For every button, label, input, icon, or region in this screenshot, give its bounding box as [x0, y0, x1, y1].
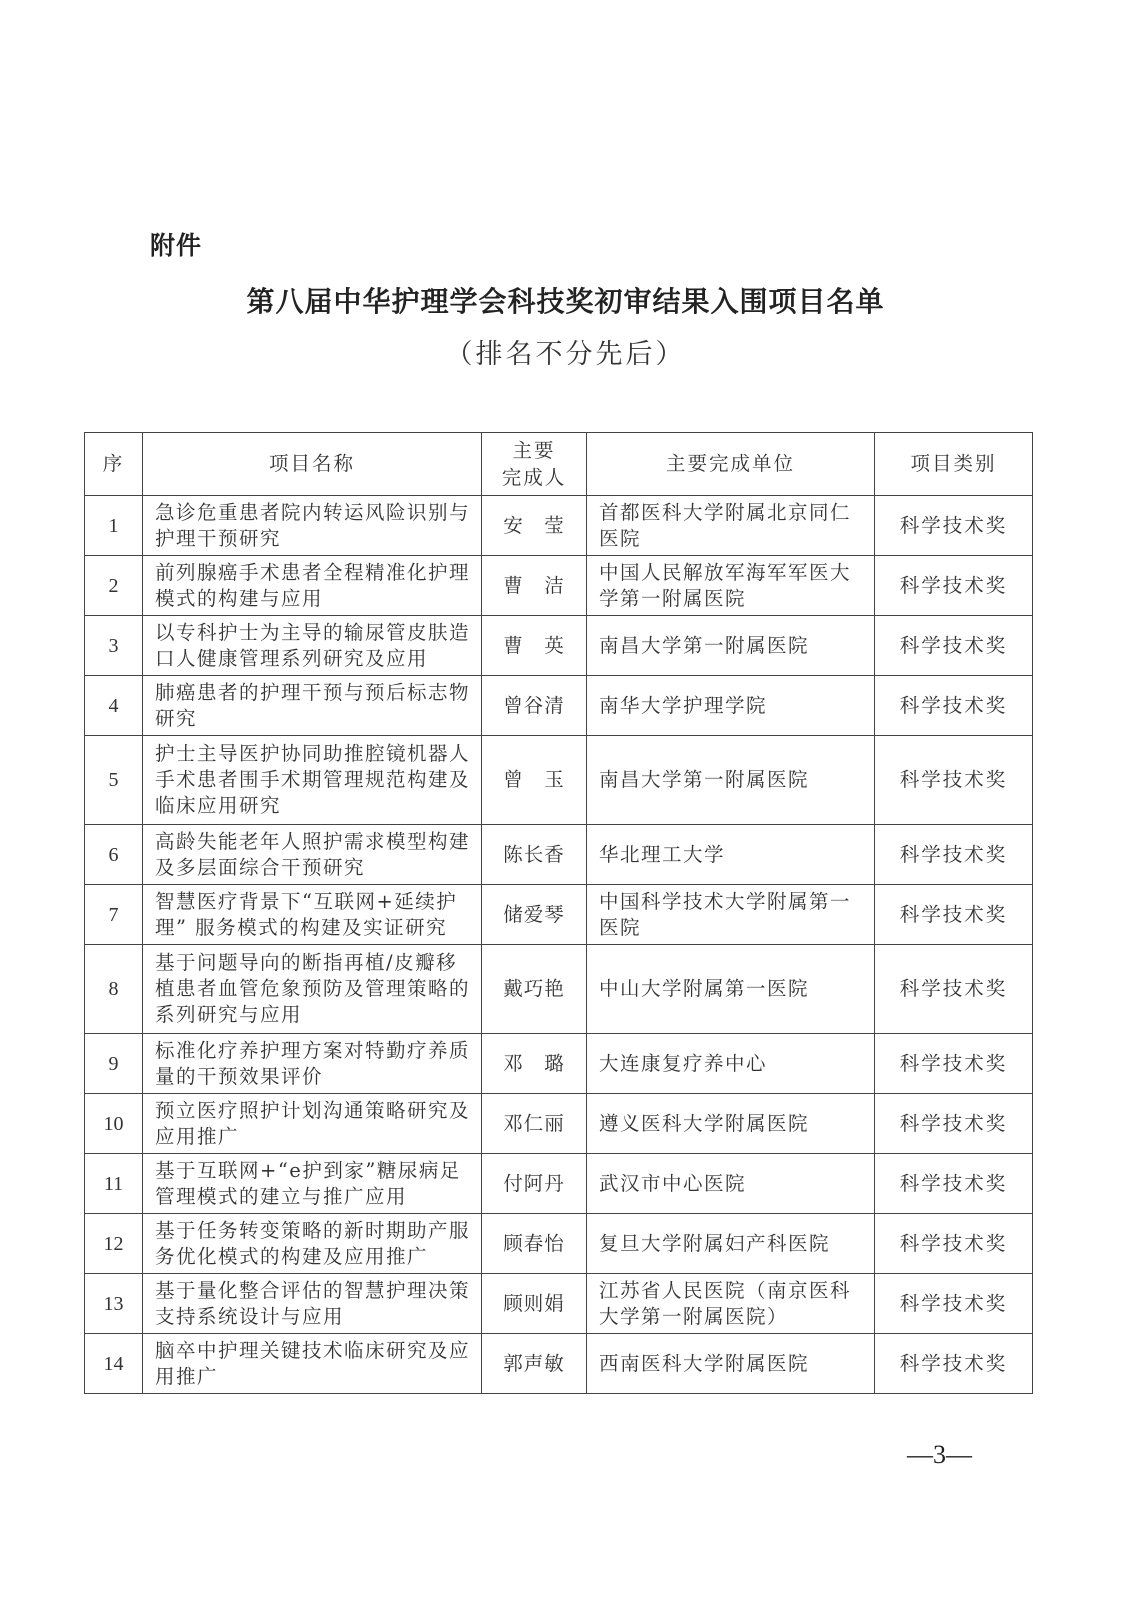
row-category: 科学技术奖 [875, 556, 1033, 616]
row-category: 科学技术奖 [875, 676, 1033, 736]
row-index: 7 [85, 885, 143, 945]
row-category: 科学技术奖 [875, 1034, 1033, 1094]
row-index: 13 [85, 1274, 143, 1334]
row-index: 11 [85, 1154, 143, 1214]
table-row [85, 1214, 1033, 1274]
row-index: 14 [85, 1334, 143, 1394]
row-index: 6 [85, 825, 143, 885]
table-row [85, 1094, 1033, 1154]
attachment-label: 附件 [150, 231, 203, 260]
page-number: —3— [907, 1440, 972, 1469]
row-main-person: 戴巧艳 [482, 945, 587, 1034]
project-list-table [84, 432, 1033, 1394]
row-category: 科学技术奖 [875, 1334, 1033, 1394]
row-main-person: 邓仁丽 [482, 1094, 587, 1154]
row-project-name: 基于互联网+“e护到家”糖尿病足管理模式的建立与推广应用 [143, 1154, 482, 1214]
row-main-person: 付阿丹 [482, 1154, 587, 1214]
row-index: 9 [85, 1034, 143, 1094]
row-category: 科学技术奖 [875, 736, 1033, 825]
row-index: 10 [85, 1094, 143, 1154]
row-category: 科学技术奖 [875, 825, 1033, 885]
row-main-unit: 南昌大学第一附属医院 [587, 616, 875, 676]
row-project-name: 脑卒中护理关键技术临床研究及应用推广 [143, 1334, 482, 1394]
table-row [85, 885, 1033, 945]
header-main-unit: 主要完成单位 [587, 433, 875, 496]
table-row [85, 1154, 1033, 1214]
table-row [85, 825, 1033, 885]
row-project-name: 前列腺癌手术患者全程精准化护理模式的构建与应用 [143, 556, 482, 616]
document-subtitle: （排名不分先后） [445, 339, 686, 370]
row-category: 科学技术奖 [875, 1274, 1033, 1334]
row-main-unit: 中国人民解放军海军军医大学第一附属医院 [587, 556, 875, 616]
table-row [85, 736, 1033, 825]
row-project-name: 基于任务转变策略的新时期助产服务优化模式的构建及应用推广 [143, 1214, 482, 1274]
table-row [85, 945, 1033, 1034]
row-category: 科学技术奖 [875, 1214, 1033, 1274]
row-main-unit: 首都医科大学附属北京同仁医院 [587, 496, 875, 556]
document-title: 第八届中华护理学会科技奖初审结果入围项目名单 [246, 285, 885, 318]
row-project-name: 基于问题导向的断指再植/皮瓣移植患者血管危象预防及管理策略的系列研究与应用 [143, 945, 482, 1034]
row-main-unit: 华北理工大学 [587, 825, 875, 885]
row-index: 5 [85, 736, 143, 825]
row-project-name: 高龄失能老年人照护需求模型构建及多层面综合干预研究 [143, 825, 482, 885]
row-main-person: 邓 璐 [482, 1034, 587, 1094]
row-main-person: 顾春怡 [482, 1214, 587, 1274]
table-header-row [85, 433, 1033, 496]
row-main-unit: 大连康复疗养中心 [587, 1034, 875, 1094]
table-row [85, 1034, 1033, 1094]
row-main-person: 安 莹 [482, 496, 587, 556]
row-category: 科学技术奖 [875, 945, 1033, 1034]
row-project-name: 肺癌患者的护理干预与预后标志物研究 [143, 676, 482, 736]
row-main-unit: 南昌大学第一附属医院 [587, 736, 875, 825]
row-project-name: 基于量化整合评估的智慧护理决策支持系统设计与应用 [143, 1274, 482, 1334]
row-main-unit: 武汉市中心医院 [587, 1154, 875, 1214]
table-row [85, 496, 1033, 556]
row-project-name: 以专科护士为主导的输尿管皮肤造口人健康管理系列研究及应用 [143, 616, 482, 676]
row-main-unit: 南华大学护理学院 [587, 676, 875, 736]
row-category: 科学技术奖 [875, 616, 1033, 676]
row-main-unit: 遵义医科大学附属医院 [587, 1094, 875, 1154]
table-row [85, 616, 1033, 676]
header-index: 序 [85, 433, 143, 496]
row-category: 科学技术奖 [875, 885, 1033, 945]
row-main-unit: 复旦大学附属妇产科医院 [587, 1214, 875, 1274]
row-main-person: 曾谷清 [482, 676, 587, 736]
row-main-unit: 西南医科大学附属医院 [587, 1334, 875, 1394]
row-main-person: 曾 玉 [482, 736, 587, 825]
row-main-unit: 江苏省人民医院（南京医科大学第一附属医院） [587, 1274, 875, 1334]
table-row [85, 1334, 1033, 1394]
header-main-person-line1: 主要 [512, 439, 556, 462]
row-main-person: 曹 英 [482, 616, 587, 676]
row-category: 科学技术奖 [875, 496, 1033, 556]
row-project-name: 护士主导医护协同助推腔镜机器人手术患者围手术期管理规范构建及临床应用研究 [143, 736, 482, 825]
row-project-name: 预立医疗照护计划沟通策略研究及应用推广 [143, 1094, 482, 1154]
row-project-name: 急诊危重患者院内转运风险识别与护理干预研究 [143, 496, 482, 556]
header-main-person [482, 433, 587, 496]
row-main-person: 顾则娟 [482, 1274, 587, 1334]
row-main-person: 曹 洁 [482, 556, 587, 616]
table-row [85, 676, 1033, 736]
row-index: 8 [85, 945, 143, 1034]
row-index: 1 [85, 496, 143, 556]
header-project-name: 项目名称 [143, 433, 482, 496]
row-main-person: 郭声敏 [482, 1334, 587, 1394]
row-project-name: 标准化疗养护理方案对特勤疗养质量的干预效果评价 [143, 1034, 482, 1094]
row-category: 科学技术奖 [875, 1154, 1033, 1214]
table-row [85, 556, 1033, 616]
row-index: 3 [85, 616, 143, 676]
row-project-name: 智慧医疗背景下“互联网+延续护理” 服务模式的构建及实证研究 [143, 885, 482, 945]
header-category: 项目类别 [875, 433, 1033, 496]
row-index: 12 [85, 1214, 143, 1274]
header-main-person-line2: 完成人 [501, 466, 567, 489]
row-main-person: 储爱琴 [482, 885, 587, 945]
row-main-unit: 中国科学技术大学附属第一医院 [587, 885, 875, 945]
row-index: 2 [85, 556, 143, 616]
row-main-unit: 中山大学附属第一医院 [587, 945, 875, 1034]
row-index: 4 [85, 676, 143, 736]
table-row [85, 1274, 1033, 1334]
row-category: 科学技术奖 [875, 1094, 1033, 1154]
row-main-person: 陈长香 [482, 825, 587, 885]
